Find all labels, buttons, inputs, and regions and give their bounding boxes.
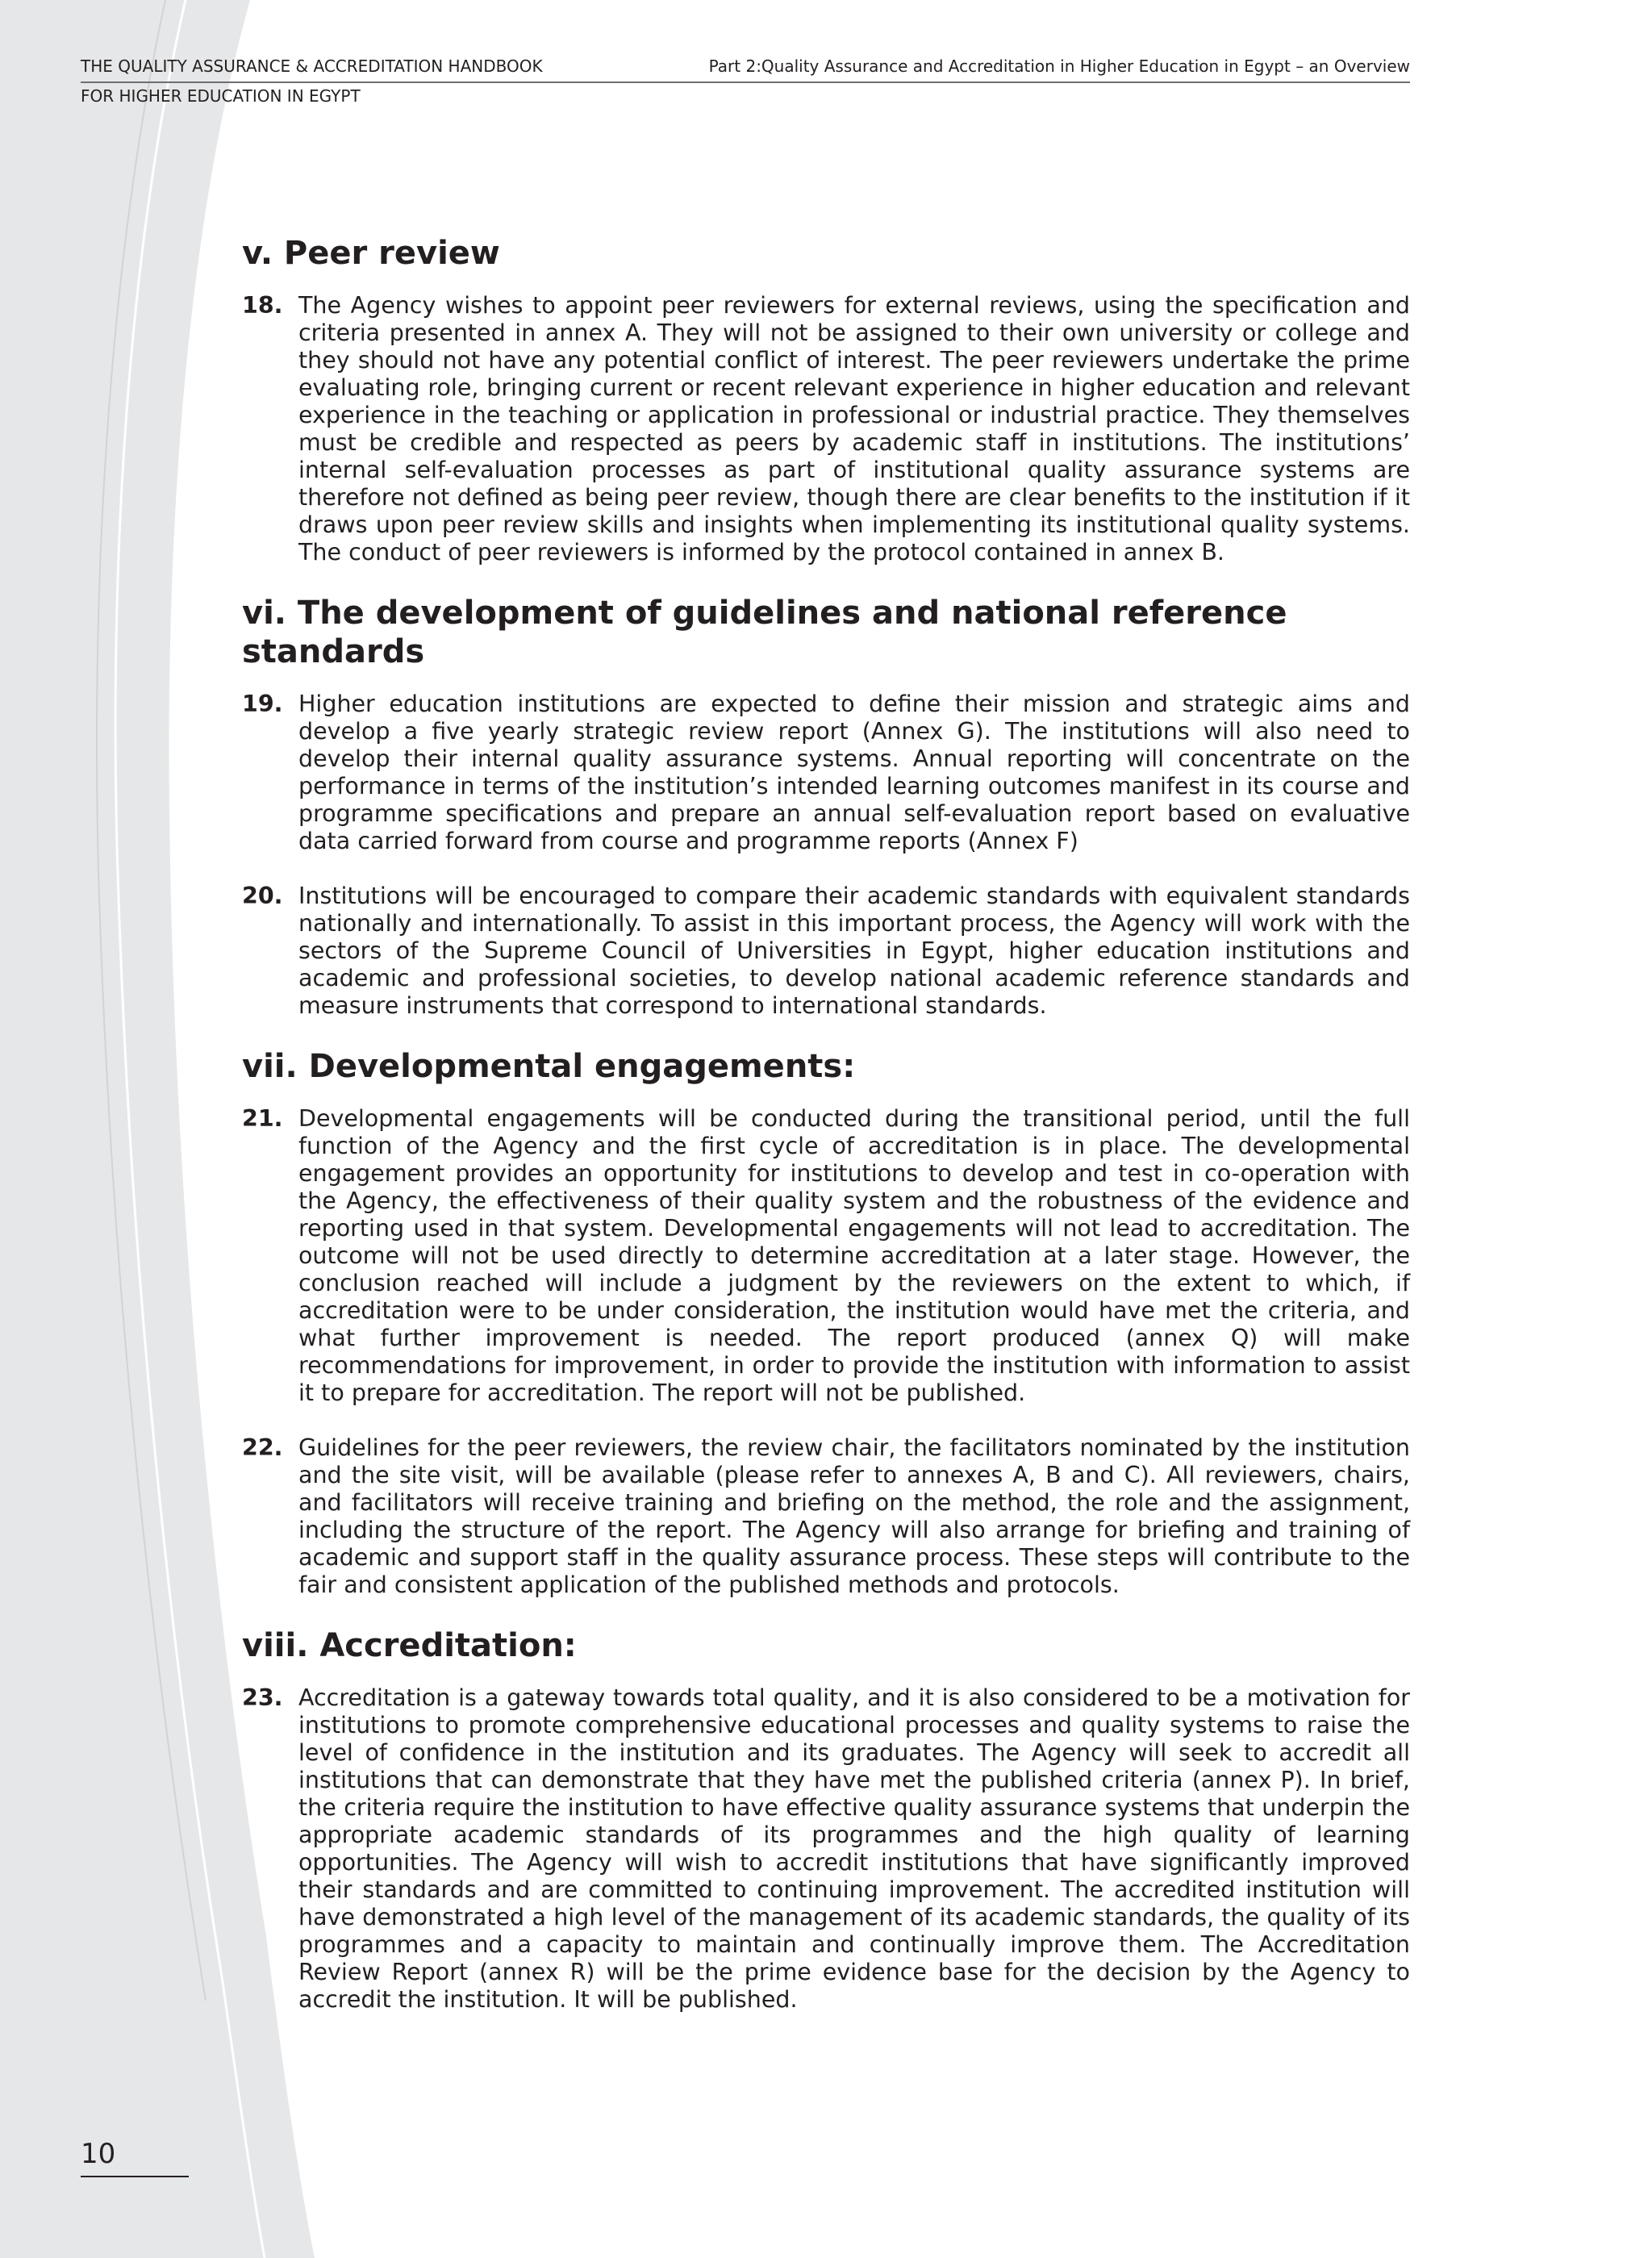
paragraph-23 [242, 1684, 1410, 2014]
paragraph-text: Higher education institutions are expected to define their mission and strategic aims and develop a five yearly strategic review report (Annex G). The institutions will also need to develop their internal quality assurance systems. Annual reporting will concentrate on the performance in terms of the institution’s intended learning outcomes manifest in its course and programme specifications and prepare an annual self-evaluation report based on evaluative data carried forward from course and programme reports (Annex F) [298, 691, 1410, 854]
paragraph-text: Institutions will be encouraged to compare their academic standards with equivalent standards nationally and internationally. To assist in this important process, the Agency will work with the sectors of the Supreme Council of Universities in Egypt, higher education institutions and academic and professional societies, to develop national academic reference standards and measure instruments that correspond to international standards. [298, 883, 1410, 1019]
paragraph-text: The Agency wishes to appoint peer reviewers for external reviews, using the specification and criteria presented in annex A. They will not be assigned to their own university or college and they should not have any potential conflict of interest. The peer reviewers undertake the prime evaluating role, bringing current or recent relevant experience in higher education and relevant experience in the teaching or application in professional or industrial practice. They themselves must be credible and respected as peers by academic staff in institutions. The institutions’ internal self-evaluation processes as part of institutional quality assurance systems are therefore not defined as being peer review, though there are clear benefits to the institution if it draws upon peer review skills and insights when implementing its institutional quality systems. The conduct of peer reviewers is informed by the protocol contained in annex B. [298, 292, 1410, 566]
section-heading-accreditation: viii. Accreditation: [242, 1627, 577, 1664]
paragraph-text: Accreditation is a gateway towards total quality, and it is also considered to be a motivation for institutions to promote comprehensive educational processes and quality systems to raise the level of confidence in the institution and its graduates. The Agency will seek to accredit all institutions that can demonstrate that they have met the published criteria (annex P). In brief, the criteria require the institution to have effective quality assurance systems that underpin the appropriate academic standards of its programmes and the high quality of learning opportunities. The Agency will wish to accredit institutions that have significantly improved their standards and are committed to continuing improvement. The accredited institution will have demonstrated a high level of the management of its academic standards, the quality of its programmes and a capacity to maintain and continually improve them. The Accreditation Review Report (annex R) will be the prime evidence base for the decision by the Agency to accredit the institution. It will be published. [298, 1684, 1410, 2013]
paragraph-21 [242, 1105, 1410, 1407]
page-content [242, 234, 1410, 2041]
paragraph-number: 23. [242, 1684, 283, 1711]
section-heading-peer-review: v. Peer review [242, 235, 500, 272]
paragraph-19 [242, 691, 1410, 855]
running-header-title: THE QUALITY ASSURANCE & ACCREDITATION HANDBOOK [81, 56, 543, 76]
paragraph-22 [242, 1434, 1410, 1599]
paragraph-number: 21. [242, 1105, 283, 1132]
page-number: 10 [81, 2138, 116, 2170]
paragraph-text: Guidelines for the peer reviewers, the review chair, the facilitators nominated by the institution and the site visit, will be available (please refer to annexes A, B and C). All reviewers, chairs, and facilitators will receive training and briefing on the method, the role and the assignment, including the structure of the report. The Agency will also arrange for briefing and training of academic and support staff in the quality assurance process. These steps will contribute to the fair and consistent application of the published methods and protocols. [298, 1434, 1410, 1598]
running-header-subtitle: FOR HIGHER EDUCATION IN EGYPT [81, 86, 361, 106]
section-heading-developmental: vii. Developmental engagements: [242, 1048, 856, 1085]
section-heading-guidelines: vi. The development of guidelines and national reference standards [242, 595, 1287, 670]
header-rule [81, 81, 1410, 83]
paragraph-20 [242, 883, 1410, 1020]
paragraph-number: 20. [242, 883, 283, 909]
paragraph-number: 19. [242, 691, 283, 717]
paragraph-18 [242, 292, 1410, 566]
paragraph-number: 18. [242, 292, 283, 319]
footer-rule [81, 2176, 189, 2177]
paragraph-text: Developmental engagements will be conducted during the transitional period, until the full function of the Agency and the first cycle of accreditation is in place. The developmental engagement provides an opportunity for institutions to develop and test in co-operation with the Agency, the effectiveness of their quality system and the robustness of the evidence and reporting used in that system. Developmental engagements will not lead to accreditation. The outcome will not be used directly to determine accreditation at a later stage. However, the conclusion reached will include a judgment by the reviewers on the extent to which, if accreditation were to be under consideration, the institution would have met the criteria, and what further improvement is needed. The report produced (annex Q) will make recommendations for improvement, in order to provide the institution with information to assist it to prepare for accreditation. The report will not be published. [298, 1105, 1410, 1406]
running-header-chapter: Part 2:Quality Assurance and Accreditation in Higher Education in Egypt – an Overview [708, 56, 1410, 76]
paragraph-number: 22. [242, 1434, 283, 1461]
